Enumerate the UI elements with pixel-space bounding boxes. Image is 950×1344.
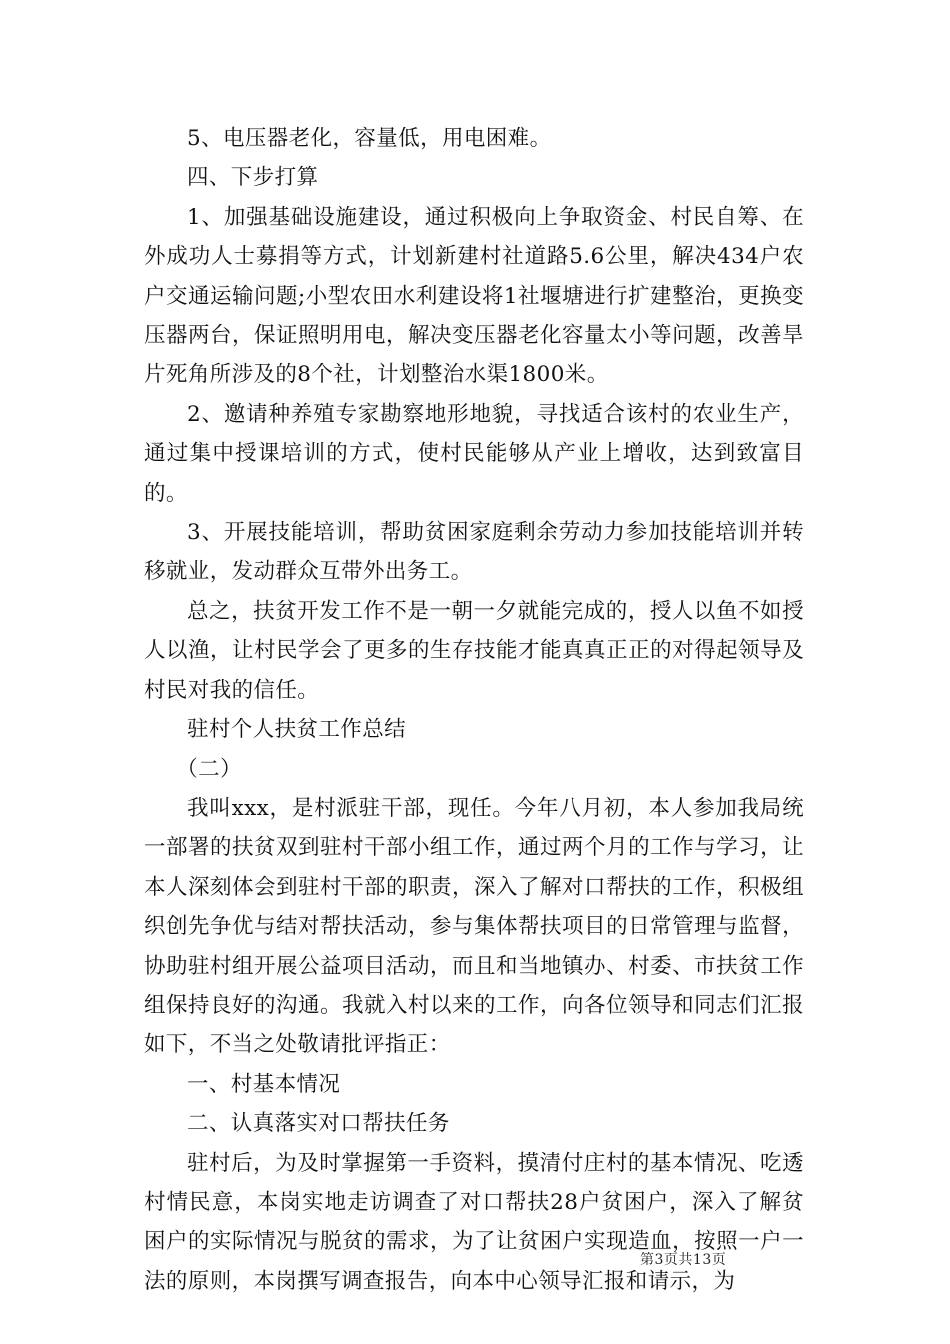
paragraph-field-visit: 驻村后，为及时掌握第一手资料，摸清付庄村的基本情况、吃透村情民意，本岗实地走访调查了对口帮扶28户贫困户，深入了解贫困户的实际情况与脱贫的需求，为了让贫困户实现造血，按照一户一法的原则，本岗撰写调查报告，向本中心领导汇报和请示，为 <box>144 1150 804 1294</box>
paragraph-plan-1: 1、加强基础设施建设，通过积极向上争取资金、村民自筹、在外成功人士募捐等方式，计划新建村社道路5.6公里，解决434户农户交通运输问题;小型农田水利建设将1社堰塘进行扩建整治，更换变压器两台，保证照明用电，解决变压器老化容量太小等问题，改善旱片死角所涉及的8个社，计划整治水渠1800米。 <box>144 204 804 388</box>
paragraph-plan-2: 2、邀请种养殖专家勘察地形地貌，寻找适合该村的农业生产，通过集中授课培训的方式，使村民能够从产业上增收，达到致富目的。 <box>144 401 804 506</box>
page-number-footer: 第3页共13页 <box>640 1252 727 1268</box>
paragraph-item-5: 5、电压器老化，容量低，用电困难。 <box>187 126 552 151</box>
section-heading-assistance-tasks: 二、认真落实对口帮扶任务 <box>187 1111 450 1137</box>
paragraph-introduction: 我叫xxx，是村派驻干部，现任。今年八月初，本人参加我局统一部署的扶贫双到驻村干部小组工作，通过两个月的工作与学习，让本人深刻体会到驻村干部的职责，深入了解对口帮扶的工作，积极组织创先争优与结对帮扶活动，参与集体帮扶项目的日常管理与监督，协助驻村组开展公益项目活动，而且和当地镇办、村委、市扶贫工作组保持良好的沟通。我就入村以来的工作，向各位领导和同志们汇报如下，不当之处敬请批评指正： <box>144 795 804 1058</box>
paragraph-conclusion: 总之，扶贫开发工作不是一朝一夕就能完成的，授人以鱼不如授人以渔，让村民学会了更多的生存技能才能真真正正的对得起领导及村民对我的信任。 <box>144 598 804 703</box>
section-heading-next-steps: 四、下步打算 <box>187 165 319 191</box>
section-heading-village-basics: 一、村基本情况 <box>187 1071 341 1097</box>
document-subtitle: 驻村个人扶贫工作总结 <box>187 717 407 743</box>
document-body <box>144 119 804 1301</box>
paragraph-plan-3: 3、开展技能培训，帮助贫困家庭剩余劳动力参加技能培训并转移就业，发动群众互带外出务工。 <box>144 520 804 585</box>
document-part-number: （二） <box>176 756 242 782</box>
